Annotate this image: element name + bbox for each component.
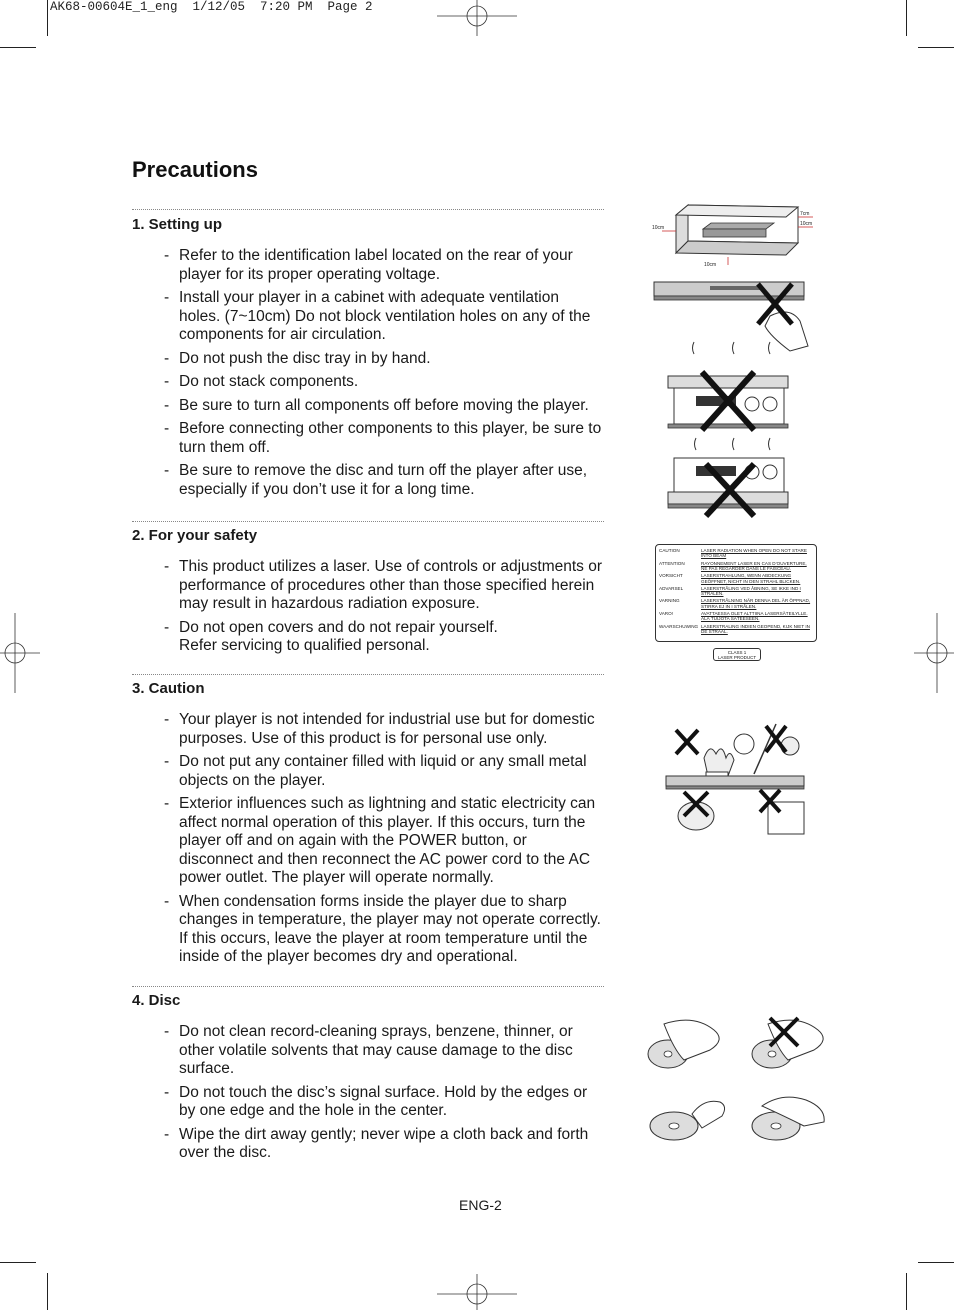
list-item: - Refer to the identification label located on the rear of your player for its proper operating voltage. xyxy=(164,247,573,283)
precaution-list xyxy=(132,1023,604,1163)
clearance-label: 10cm xyxy=(652,225,665,231)
laser-warning-text: LASERSTRÅLING VED ÅBNING, SE IKKE IND I STRÅLEN. xyxy=(701,585,801,597)
section-caution xyxy=(132,680,604,972)
crop-mark xyxy=(906,1273,907,1310)
precaution-list xyxy=(132,558,604,656)
section-setting-up xyxy=(132,216,604,504)
section-safety xyxy=(132,527,604,661)
laser-warning-row xyxy=(659,611,813,622)
registration-mark-top xyxy=(437,0,517,36)
caution-hazards-illustration xyxy=(656,720,822,840)
laser-warning-language: CAUTION xyxy=(659,548,680,553)
section-disc xyxy=(132,992,604,1168)
clearance-label: 7cm xyxy=(800,211,810,217)
laser-warning-text: LASERSTRÅLNING NÄR DENNA DEL ÄR ÖPPNAD, STIRRA EJ IN I STRÅLEN. xyxy=(701,598,811,609)
registration-mark-bottom xyxy=(437,1274,517,1310)
section-divider xyxy=(132,521,604,522)
list-item: - Do not push the disc tray in by hand. xyxy=(164,349,431,367)
list-item: - When condensation forms inside the player due to sharp changes in temperature, the player may not operate correctly. If this occurs, leave the player at room temperature until the inside of the player becomes dry and operational. xyxy=(164,892,601,965)
print-slug: AK68-00604E_1_eng 1/12/05 7:20 PM Page 2 xyxy=(50,0,373,14)
disc-handling-illustration xyxy=(644,1010,830,1154)
laser-warning-text: AVATTAESSA OLET ALTTIINA LASERSÄTEILYLLE. ÄLÄ TUIJOTA SÄTEESEEN. xyxy=(701,611,808,622)
list-item: - This product utilizes a laser. Use of controls or adjustments or performance of procedures other than those specified herein may result in hazardous radiation exposure. xyxy=(164,558,602,612)
ventilation-clearance-illustration xyxy=(648,195,820,270)
class-badge-line: CLASS 1 xyxy=(727,649,747,655)
laser-warning-text: LASERSTRAHLUNG, WENN ABDECKUNG GEÖFFNET, NICHT IN DEN STRAHL BLICKEN. xyxy=(701,573,801,584)
laser-warning-row xyxy=(659,573,813,584)
crop-mark xyxy=(0,1262,36,1263)
section-divider xyxy=(132,209,604,210)
crop-mark xyxy=(906,0,907,36)
laser-warning-language: VARNING xyxy=(659,598,680,604)
laser-warning-row xyxy=(659,624,813,635)
laser-class-badge xyxy=(713,648,761,661)
crop-mark xyxy=(0,47,36,48)
list-item: - Do not put any container filled with liquid or any small metal objects on the player. xyxy=(164,753,587,789)
laser-warning-language: VORSICHT xyxy=(659,573,683,579)
list-item: - Before connecting other components to this player, be sure to turn them off. xyxy=(164,420,602,456)
laser-warning-language: WAARSCHUWING xyxy=(659,623,699,629)
laser-warning-text: RAYONNEMENT LASER EN CAS D’OUVERTURE, NE PAS REGARDER DANS LE FAISCEAU. xyxy=(701,560,807,572)
stacking-prohibited-illustration xyxy=(666,368,792,520)
list-item: - Wipe the dirt away gently; never wipe a cloth back and forth over the disc. xyxy=(164,1125,589,1161)
crop-mark xyxy=(918,47,954,48)
laser-warning-row xyxy=(659,586,813,597)
crop-mark xyxy=(47,0,48,36)
laser-warning-language: ADVARSEL xyxy=(659,585,684,591)
registration-mark-right xyxy=(914,613,954,693)
crop-mark xyxy=(47,1273,48,1310)
list-item: - Do not clean record-cleaning sprays, benzene, thinner, or other volatile solvents that may cause damage to the disc surface. xyxy=(164,1023,573,1077)
section-heading: 4. Disc xyxy=(132,992,181,1009)
list-item: - Do not touch the disc’s signal surface. Hold by the edges or by one edge and the hole in the center. xyxy=(164,1083,588,1119)
laser-warning-row xyxy=(659,561,813,572)
list-item: - Your player is not intended for industrial use but for domestic purposes. Use of this product is for personal use only. xyxy=(164,711,595,747)
page-title: Precautions xyxy=(132,157,258,182)
laser-warning-label xyxy=(655,544,817,642)
laser-warning-language: VARO! xyxy=(659,611,673,617)
crop-mark xyxy=(918,1262,954,1263)
laser-warning-rows xyxy=(659,548,813,634)
list-item: - Install your player in a cabinet with adequate ventilation holes. (7~10cm) Do not block ventilation holes on any of the components for air circulation. xyxy=(164,289,591,343)
clearance-label: 10cm xyxy=(800,221,813,227)
laser-warning-text: LASER RADIATION WHEN OPEN DO NOT STARE INTO BEAM xyxy=(701,548,807,559)
registration-mark-left xyxy=(0,613,40,693)
list-item: - Be sure to remove the disc and turn off the player after use, especially if you don’t use it for a long time. xyxy=(164,462,588,498)
precaution-list xyxy=(132,711,604,967)
list-item: - Do not open covers and do not repair yourself. Refer servicing to qualified personal. xyxy=(164,618,498,654)
list-item: - Do not stack components. xyxy=(164,373,359,390)
push-tray-prohibited-illustration xyxy=(650,276,820,356)
laser-warning-row xyxy=(659,598,813,609)
section-divider xyxy=(132,674,604,675)
laser-warning-language: ATTENTION xyxy=(659,560,685,566)
list-item: - Exterior influences such as lightning and static electricity can affect normal operation of this player. If this occurs, turn the player off and on again with the POWER button, or disconnect and then reconnect the AC power cord to the AC power outlet. The player will operate normally. xyxy=(164,795,596,886)
section-heading: 2. For your safety xyxy=(132,527,258,544)
laser-warning-text: LASERSTRALING INDIEN GEOPEND, KIJK NIET IN DE STRAAL. xyxy=(701,623,810,635)
section-heading: 3. Caution xyxy=(132,680,205,697)
precaution-list xyxy=(132,247,604,499)
clearance-label: 10cm xyxy=(704,262,717,268)
class-badge-line: LASER PRODUCT xyxy=(717,655,757,660)
list-item: - Be sure to turn all components off before moving the player. xyxy=(164,396,589,414)
section-heading: 1. Setting up xyxy=(132,216,222,233)
section-divider xyxy=(132,986,604,987)
laser-warning-row xyxy=(659,548,813,559)
page-number: ENG-2 xyxy=(459,1197,502,1213)
